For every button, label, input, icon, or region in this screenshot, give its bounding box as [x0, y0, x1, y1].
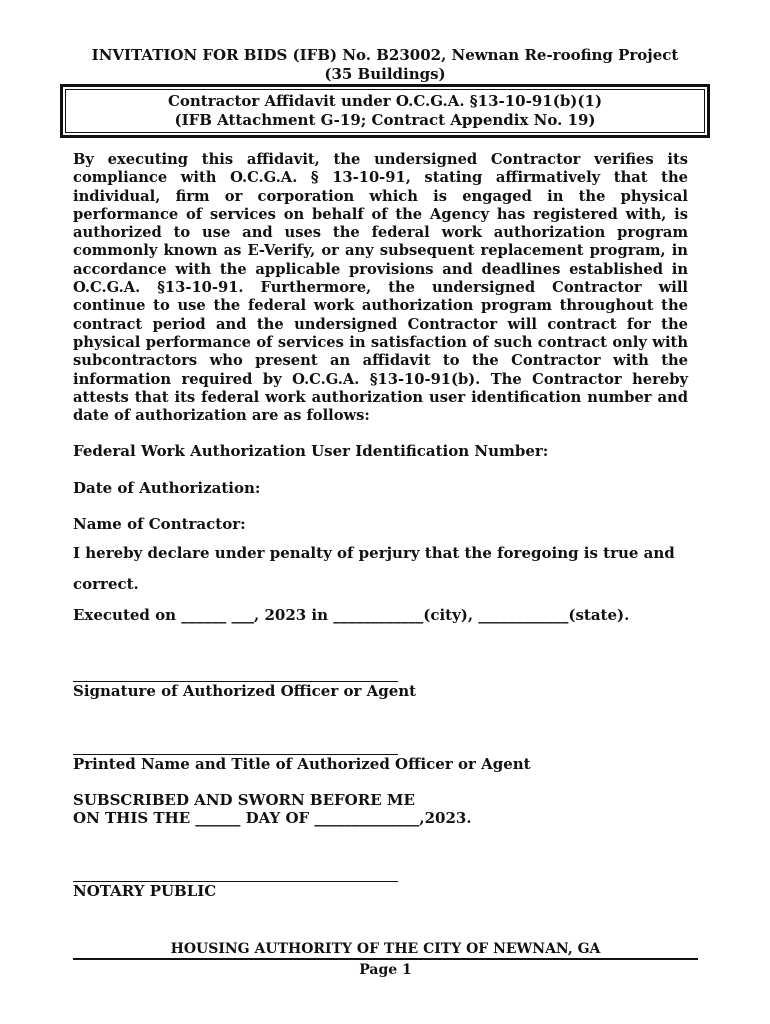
box-line-2: (IFB Attachment G-19; Contract Appendix No. 19) [174, 111, 596, 129]
affidavit-paragraph: By executing this affidavit, the undersigned Contractor verifies its compliance with O.C.G.A. § 13-10-91, stating affirmatively that the individual, firm or corporation which is engaged in the physical performance of services on behalf of the Agency has registered with, is authorized to use and uses the federal work authorization program commonly known as E-Verify, or any subsequent replacement program, in accordance with the applicable provisions and deadlines established in O.C.G.A. §13-10-91. Furthermore, the undersigned Contractor will continue to use the federal work authorization program throughout the contract period and the undersigned Contractor will contract for the physical performance of services in satisfaction of such contract only with subcontractors who present an affidavit to the Contractor with the information required by O.C.G.A. §13-10-91(b). The Contractor hereby attests that its federal work authorization user identification number and date of authorization are as follows: [73, 151, 688, 425]
title-line-1: INVITATION FOR BIDS (IFB) No. B23002, Newnan Re-roofing Project [91, 46, 679, 64]
printed-name-label: Printed Name and Title of Authorized Officer or Agent [73, 755, 531, 773]
executed-on-line: Executed on ______ ___, 2023 in ____________(city), ____________(state). [73, 606, 630, 624]
notary-public-label: NOTARY PUBLIC [73, 882, 217, 900]
document-title [60, 46, 710, 84]
footer-rule [73, 958, 698, 960]
title-line-2: (35 Buildings) [324, 65, 446, 83]
user-id-label: Federal Work Authorization User Identification Number: [73, 442, 549, 460]
footer-organization: HOUSING AUTHORITY OF THE CITY OF NEWNAN, GA [170, 941, 601, 957]
date-of-authorization-label: Date of Authorization: [73, 479, 261, 497]
contractor-name-label: Name of Contractor: [73, 515, 246, 533]
sworn-line-2: ON THIS THE ______ DAY OF ______________,2023. [73, 809, 472, 827]
declaration-line-2: correct. [73, 575, 139, 593]
affidavit-title-box [60, 84, 710, 138]
signature-officer-label: Signature of Authorized Officer or Agent [73, 682, 417, 700]
box-line-1: Contractor Affidavit under O.C.G.A. §13-10-91(b)(1) [167, 92, 603, 110]
page-number: Page 1 [359, 962, 412, 978]
declaration-line-1: I hereby declare under penalty of perjury that the foregoing is true and [73, 544, 675, 562]
sworn-line-1: SUBSCRIBED AND SWORN BEFORE ME [73, 791, 415, 809]
